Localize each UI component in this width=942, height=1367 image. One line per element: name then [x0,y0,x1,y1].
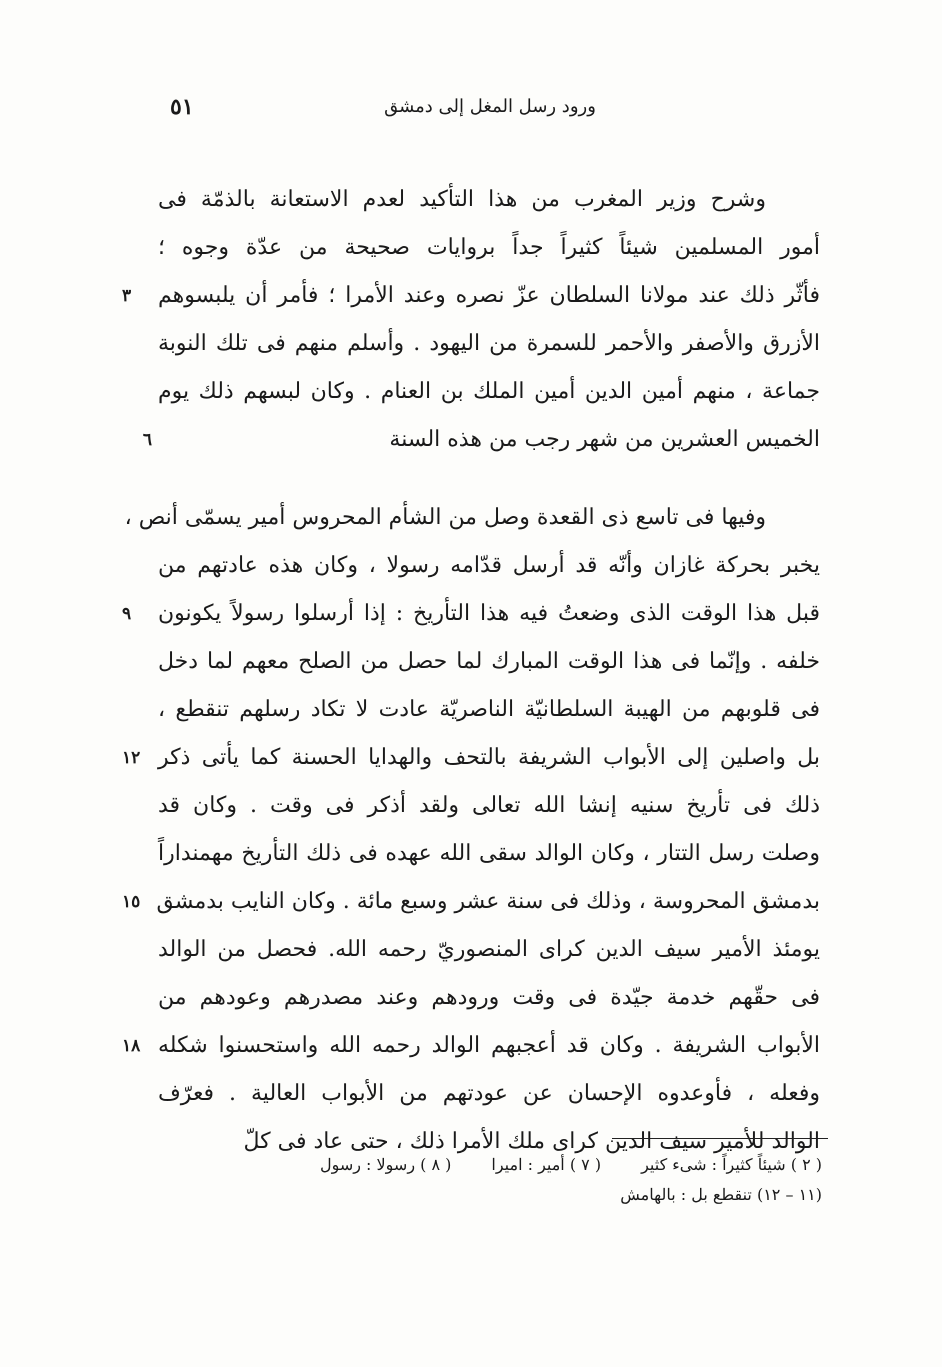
footnote-divider [612,1138,828,1139]
footnote-entry: (١١ – ١٢) تنقطع بل : بالهامش [620,1185,822,1204]
line-text: فى حقّهم خدمة جيّدة فى وقت ورودهم وعند مصدرهم وعودهم من [158,985,820,1010]
text-line [122,1022,820,1070]
line-text: يومئذ الأمير سيف الدين كراى المنصوريّ رحمه الله. فحصل من الوالد [158,937,820,962]
text-line [158,224,820,272]
line-text: فى قلوبهم من الهيبة السلطانيّة الناصريّة عادت لا تكاد رسلهم تنقطع ، [158,697,820,722]
line-text: الأزرق والأصفر والأحمر للسمرة من اليهود . وأسلم منهم فى تلك النوبة [158,331,820,356]
line-text: قبل هذا الوقت الذى وضعتُ فيه هذا التأريخ : إذا أرسلوا رسولاً يكونون [158,601,820,626]
line-text: يخبر بحركة غازان وأنّه قد أرسل قدّامه رسولا ، وكان هذه عادتهم من [158,553,820,578]
text-line [158,368,820,416]
line-text: فأثّر ذلك عند مولانا السلطان عزّ نصره وعند الأمرا ؛ فأمر أن يلبسوهم [158,283,820,308]
text-line [142,416,820,464]
line-text: الوالد للأمير سيف الدين كراى ملك الأمرا ذلك ، حتى عاد فى كلّ [243,1129,820,1154]
line-text: بل واصلين إلى الأبواب الشريفة بالتحف والهدايا الحسنة كما يأتى ذكر [158,745,820,770]
text-line [158,1070,820,1118]
running-title: ورود رسل المغل إلى دمشق [384,96,596,117]
line-number: ٦ [142,430,152,450]
text-line [122,734,820,782]
text-line [124,494,820,542]
line-text: أمور المسلمين شيئاً كثيراً جداً بروايات صحيحة من عدّة وجوه ؛ [158,235,820,260]
footnotes [160,1150,822,1210]
footnote-entry: ( ٨ ) رسولا : رسول [319,1155,452,1174]
text-line [122,272,820,320]
line-text: خلفه . وإنّما فى هذا الوقت المبارك لما حصل من الصلح معهم لما دخل [158,649,820,674]
line-number: ٣ [122,286,132,306]
footnote-entry: ( ٧ ) أمير : اميرا [491,1155,602,1174]
line-text: جماعة ، منهم أمين الدين أمين الملك بن العنام . وكان لبسهم ذلك يوم [158,379,820,404]
line-text: الأبواب الشريفة . وكان قد أعجبهم الوالد رحمه الله واستحسنوا شكله [158,1033,820,1058]
line-number: ١٨ [122,1036,141,1056]
line-text: وصلت رسل التتار ، وكان الوالد سقى الله عهده فى ذلك التأريخ مهمنداراً [158,841,820,866]
line-text: وفيها فى تاسع ذى القعدة وصل من الشأم المحروس أمير يسمّى أنص ، [124,505,766,530]
text-line [158,542,820,590]
text-line [158,176,820,224]
footnote-line [160,1150,822,1180]
paragraph [122,176,820,464]
text-line [158,926,820,974]
text-line [122,878,820,926]
text-line [122,590,820,638]
text-line [158,782,820,830]
text-line [158,686,820,734]
text-line [158,830,820,878]
text-line [158,974,820,1022]
line-number: ٩ [122,604,132,624]
footnote-entry: ( ٢ ) شيئاً كثيراً : شى‌ء كثير [641,1155,822,1174]
body-text [122,176,820,1166]
line-text: الخميس العشرين من شهر رجب من هذه السنة [389,427,820,452]
line-number: ١٢ [122,748,141,768]
page-header [160,88,820,128]
line-number: ١٥ [122,892,141,912]
line-text: وفعله ، فأوعدوه الإحسان عن عودتهم من الأبواب العالية . فعرّف [158,1081,820,1106]
line-text: ذلك فى تأريخ سنيه إنشا الله تعالى ولقد أذكر فى وقت . وكان قد [158,793,820,818]
text-line [158,320,820,368]
footnote-line [160,1180,822,1210]
text-line [158,638,820,686]
paragraph [122,494,820,1166]
line-text: وشرح وزير المغرب من هذا التأكيد لعدم الاستعانة بالذمّة فى [158,187,766,212]
page-number: ٥١ [170,94,194,120]
line-text: بدمشق المحروسة ، وذلك فى سنة عشر وسبع مائة . وكان النايب بدمشق [156,889,820,914]
